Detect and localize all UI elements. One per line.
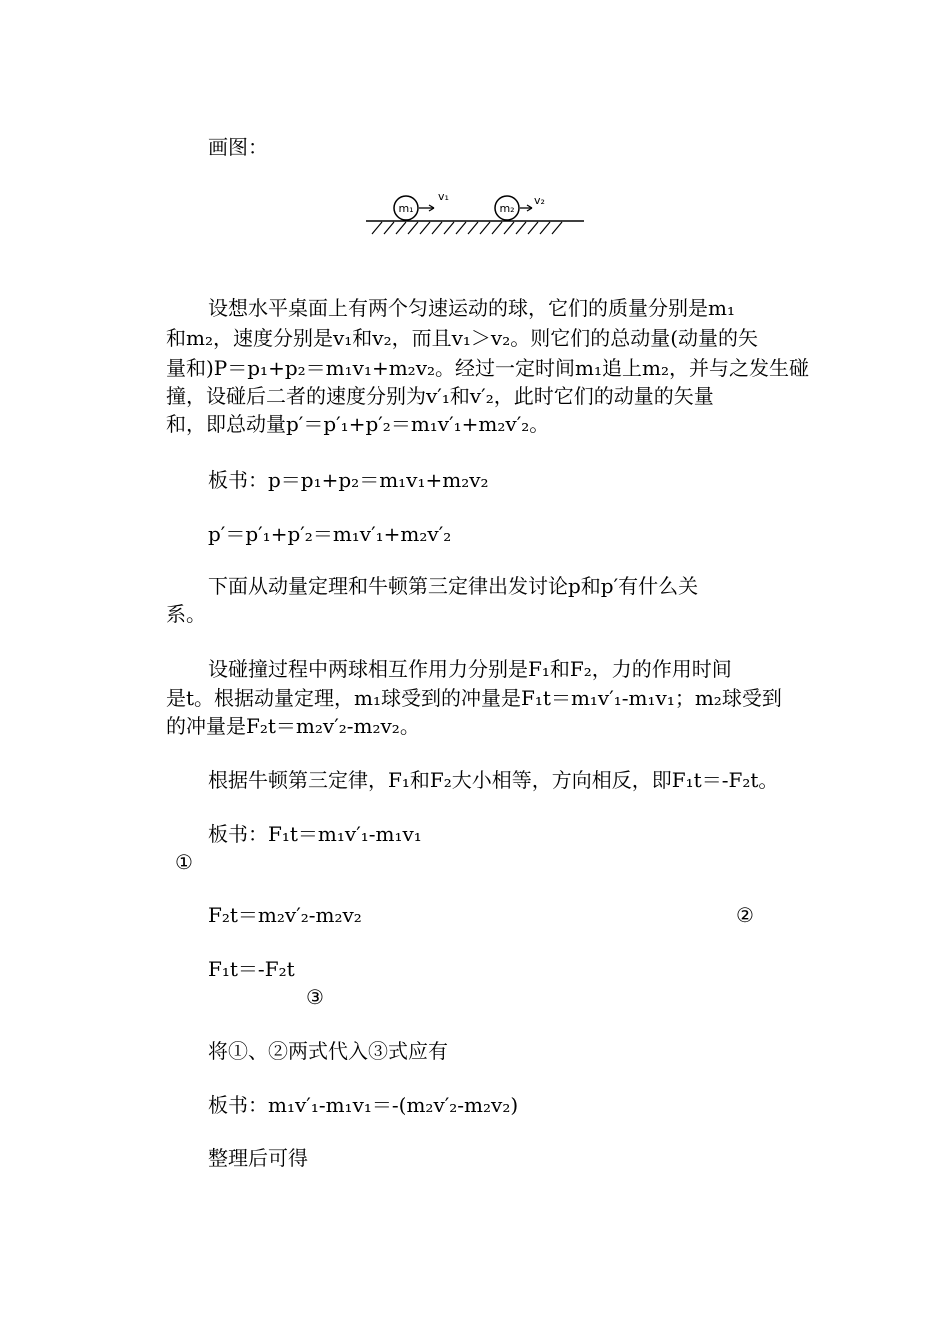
ball-m2-label: m₂ (499, 202, 515, 215)
equation-3: F₁t＝-F₂t (208, 957, 295, 981)
ground-hatching (372, 222, 562, 234)
paragraph-discussion-line: 系。 (166, 602, 206, 626)
paragraph-impulse-line: 设碰撞过程中两球相互作用力分别是F₁和F₂，力的作用时间 (208, 657, 732, 681)
paragraph-discussion-line: 下面从动量定理和牛顿第三定律出发讨论p和p′有什么关 (208, 574, 699, 598)
equation-3-number: ③ (306, 985, 324, 1009)
equation-1: 板书：F₁t＝m₁v′₁-m₁v₁ (208, 822, 422, 846)
paragraph-setup-line: 设想水平桌面上有两个匀速运动的球，它们的质量分别是m₁ (208, 296, 735, 320)
paragraph-newton-third-law: 根据牛顿第三定律，F₁和F₂大小相等，方向相反，即F₁t＝-F₂t。 (208, 768, 779, 792)
equation-2: F₂t＝m₂v′₂-m₂v₂ (208, 903, 362, 927)
equation-2-number: ② (736, 903, 754, 927)
board-total-momentum-after: p′＝p′₁+p′₂＝m₁v′₁+m₂v′₂ (208, 522, 452, 546)
collision-diagram (364, 188, 586, 240)
heading-draw: 画图： (208, 135, 268, 159)
equation-1-number: ① (175, 850, 193, 874)
board-total-momentum: 板书：p＝p₁+p₂＝m₁v₁+m₂v₂ (208, 468, 489, 492)
ball-m1-label: m₁ (398, 202, 414, 215)
velocity-v2-label: v₂ (534, 194, 545, 207)
velocity-v1-label: v₁ (438, 190, 449, 203)
paragraph-setup-line: 量和)P＝p₁+p₂＝m₁v₁+m₂v₂。经过一定时间m₁追上m₂，并与之发生碰 (166, 356, 809, 380)
paragraph-impulse-line: 是t。根据动量定理，m₁球受到的冲量是F₁t＝m₁v′₁-m₁v₁；m₂球受到 (166, 686, 782, 710)
paragraph-substitute: 将①、②两式代入③式应有 (208, 1039, 448, 1063)
paragraph-setup-line: 和，即总动量p′＝p′₁+p′₂＝m₁v′₁+m₂v′₂。 (166, 412, 550, 436)
paragraph-impulse-line: 的冲量是F₂t＝m₂v′₂-m₂v₂。 (166, 714, 420, 738)
paragraph-setup-line: 撞，设碰后二者的速度分别为v′₁和v′₂，此时它们的动量的矢量 (166, 384, 714, 408)
paragraph-setup-line: 和m₂，速度分别是v₁和v₂，而且v₁＞v₂。则它们的总动量(动量的矢 (166, 326, 759, 350)
paragraph-simplify: 整理后可得 (208, 1146, 308, 1170)
board-combined-equation: 板书：m₁v′₁-m₁v₁＝-(m₂v′₂-m₂v₂) (208, 1093, 519, 1117)
